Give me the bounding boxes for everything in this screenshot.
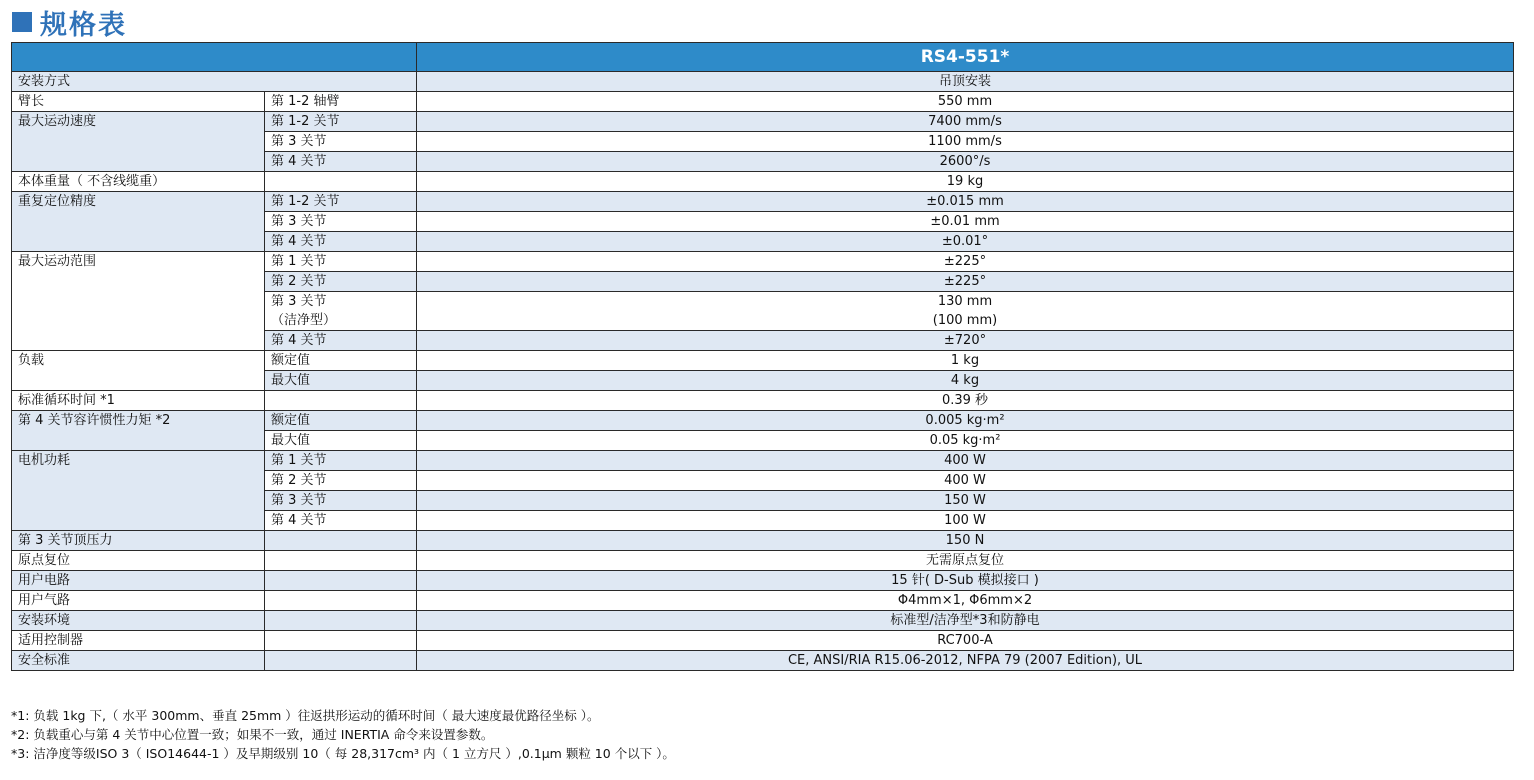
- table-row: [12, 72, 1514, 92]
- spec-value-text: 4 kg: [950, 373, 980, 388]
- sub-label: [265, 272, 417, 292]
- spec-value-text: ±225°: [943, 254, 987, 269]
- spec-value: 150 N: [417, 531, 1514, 551]
- spec-value: 15 针( D-Sub 模拟接口 ): [417, 571, 1514, 591]
- spec-value: [417, 232, 1514, 252]
- sub-label-text: 第 2 关节: [271, 473, 327, 488]
- table-row: [12, 571, 1514, 591]
- spec-value-text: ±0.01 mm: [930, 214, 1000, 229]
- sub-label: [265, 252, 417, 272]
- sub-label: [265, 192, 417, 212]
- spec-value-text: 0.005 kg·m²: [925, 413, 1005, 428]
- row-label: 用户电路: [12, 571, 265, 591]
- spec-value: [417, 212, 1514, 232]
- spec-value: [417, 152, 1514, 172]
- sub-label: [265, 631, 417, 651]
- sub-label: [265, 351, 417, 371]
- spec-value-text: ±0.01°: [941, 234, 989, 249]
- spec-value-text: 1100 mm/s: [928, 134, 1002, 149]
- sub-label-text: 最大值: [271, 433, 311, 448]
- row-label: 安全标准: [12, 651, 265, 671]
- spec-value-text: 400 W: [944, 473, 986, 488]
- row-label: 最大运动速度: [12, 112, 265, 172]
- table-row: [12, 651, 1514, 671]
- spec-value-text: 2600°/s: [939, 154, 991, 169]
- table-row: [12, 451, 1514, 471]
- sub-label: [265, 571, 417, 591]
- table-row: [12, 351, 1514, 371]
- table-row: [12, 411, 1514, 431]
- sub-label-text: 第 3 关节: [271, 493, 327, 508]
- spec-value: [417, 132, 1514, 152]
- spec-value: [417, 511, 1514, 531]
- footnote-1: *1: 负载 1kg 下,（ 水平 300mm、垂直 25mm ）往返拱形运动的循环时间（ 最大速度最优路径坐标 ）。: [11, 708, 600, 723]
- spec-value-text: ±0.015 mm: [926, 194, 1004, 209]
- title-square-icon: [12, 12, 32, 32]
- sub-label: 第 1-2 轴臂: [265, 92, 417, 112]
- sub-label-text: 额定值: [271, 353, 311, 368]
- table-row: [12, 252, 1514, 272]
- sub-label-text: 第 3 关节: [271, 134, 327, 149]
- sub-label: [265, 112, 417, 132]
- page-title: [12, 4, 127, 40]
- spec-value: [417, 451, 1514, 471]
- spec-value: [417, 292, 1514, 331]
- sub-label: [265, 331, 417, 351]
- spec-value: Φ4mm×1, Φ6mm×2: [417, 591, 1514, 611]
- sub-label-note: （洁净型）: [271, 313, 337, 328]
- table-row: [12, 631, 1514, 651]
- spec-value: 19 kg: [417, 172, 1514, 192]
- footnote-2: *2: 负载重心与第 4 关节中心位置一致；如果不一致，通过 INERTIA 命令来设置参数。: [11, 727, 494, 742]
- sub-label: [265, 292, 417, 331]
- spec-value: [417, 371, 1514, 391]
- sub-label: [265, 152, 417, 172]
- table-row: [12, 172, 1514, 192]
- sub-label: [265, 651, 417, 671]
- spec-value-text: ±720°: [943, 333, 987, 348]
- table-row: [12, 611, 1514, 631]
- sub-label: [265, 391, 417, 411]
- sub-label: [265, 471, 417, 491]
- sub-label-text: 第 1-2 关节: [271, 194, 340, 209]
- spec-table: [11, 42, 1514, 671]
- spec-value-text: 100 W: [944, 513, 986, 528]
- sub-label-text: 第 2 关节: [271, 274, 327, 289]
- header-blank-cell: [12, 43, 417, 72]
- spec-value-text: 150 W: [944, 493, 986, 508]
- table-row: [12, 391, 1514, 411]
- sub-label: [265, 511, 417, 531]
- spec-value: 0.39 秒: [417, 391, 1514, 411]
- row-label: 重复定位精度: [12, 192, 265, 252]
- sub-label-text: 第 1 关节: [271, 254, 327, 269]
- spec-value: [417, 252, 1514, 272]
- row-label: 第 3 关节顶压力: [12, 531, 265, 551]
- spec-value: [417, 351, 1514, 371]
- table-row: [12, 531, 1514, 551]
- table-row: [12, 591, 1514, 611]
- sub-label-text: 第 4 关节: [271, 154, 327, 169]
- spec-value: [417, 331, 1514, 351]
- spec-value: 吊顶安装: [417, 72, 1514, 92]
- sub-label-text: 第 3 关节: [271, 294, 327, 309]
- sub-label: [265, 591, 417, 611]
- row-label: 本体重量（ 不含线缆重）: [12, 172, 265, 192]
- footnote-3: *3: 洁净度等级ISO 3（ ISO14644-1 ）及早期级别 10（ 每 28,317cm³ 内（ 1 立方尺 ）,0.1μm 颗粒 10 个以下 ）。: [11, 746, 675, 761]
- table-row: [12, 192, 1514, 212]
- row-label: 负载: [12, 351, 265, 391]
- spec-value: RC700-A: [417, 631, 1514, 651]
- sub-label: [265, 491, 417, 511]
- table-header-row: [12, 43, 1514, 72]
- sub-label: [265, 172, 417, 192]
- row-label: 标准循环时间 *1: [12, 391, 265, 411]
- spec-value-text: 1 kg: [950, 353, 980, 368]
- spec-value: 550 mm: [417, 92, 1514, 112]
- spec-value: [417, 491, 1514, 511]
- row-label: 第 4 关节容许惯性力矩 *2: [12, 411, 265, 451]
- sub-label: [265, 371, 417, 391]
- row-label: 适用控制器: [12, 631, 265, 651]
- sub-label-text: 第 4 关节: [271, 333, 327, 348]
- sub-label-text: 第 1-2 关节: [271, 114, 340, 129]
- row-label: 最大运动范围: [12, 252, 265, 351]
- sub-label-text: 最大值: [271, 373, 311, 388]
- spec-value-text: ±225°: [943, 274, 987, 289]
- sub-label-text: 第 1 关节: [271, 453, 327, 468]
- spec-value-note: (100 mm): [932, 313, 998, 328]
- spec-value: 标准型/洁净型*3和防静电: [417, 611, 1514, 631]
- sub-label: [265, 132, 417, 152]
- sub-label-text: 额定值: [271, 413, 311, 428]
- spec-value: [417, 471, 1514, 491]
- spec-value: [417, 192, 1514, 212]
- spec-value: CE, ANSI/RIA R15.06-2012, NFPA 79 (2007 Edition), UL: [417, 651, 1514, 671]
- spec-value: [417, 112, 1514, 132]
- sub-label: [265, 431, 417, 451]
- row-label: 电机功耗: [12, 451, 265, 531]
- spec-value: [417, 431, 1514, 451]
- spec-value-text: 130 mm: [937, 294, 993, 309]
- sub-label: [265, 611, 417, 631]
- footnotes: [11, 706, 675, 763]
- sub-label-text: 第 4 关节: [271, 513, 327, 528]
- row-label: 安装环境: [12, 611, 265, 631]
- spec-value-text: 400 W: [944, 453, 986, 468]
- sub-label: [265, 451, 417, 471]
- page-title-text: 规格表: [40, 9, 127, 41]
- row-label: 用户气路: [12, 591, 265, 611]
- row-label: 臂长: [12, 92, 265, 112]
- sub-label-text: 第 4 关节: [271, 234, 327, 249]
- sub-label: [265, 212, 417, 232]
- model-header: RS4-551*: [417, 43, 1514, 72]
- spec-value-text: 7400 mm/s: [928, 114, 1002, 129]
- sub-label: [265, 531, 417, 551]
- table-row: [12, 112, 1514, 132]
- sub-label-text: 第 3 关节: [271, 214, 327, 229]
- table-row: [12, 551, 1514, 571]
- row-label: 安装方式: [12, 72, 417, 92]
- sub-label: [265, 232, 417, 252]
- spec-value: [417, 272, 1514, 292]
- spec-value: [417, 411, 1514, 431]
- spec-value: 无需原点复位: [417, 551, 1514, 571]
- sub-label: [265, 551, 417, 571]
- sub-label: [265, 411, 417, 431]
- spec-value-text: 0.05 kg·m²: [929, 433, 1001, 448]
- row-label: 原点复位: [12, 551, 265, 571]
- table-row: [12, 92, 1514, 112]
